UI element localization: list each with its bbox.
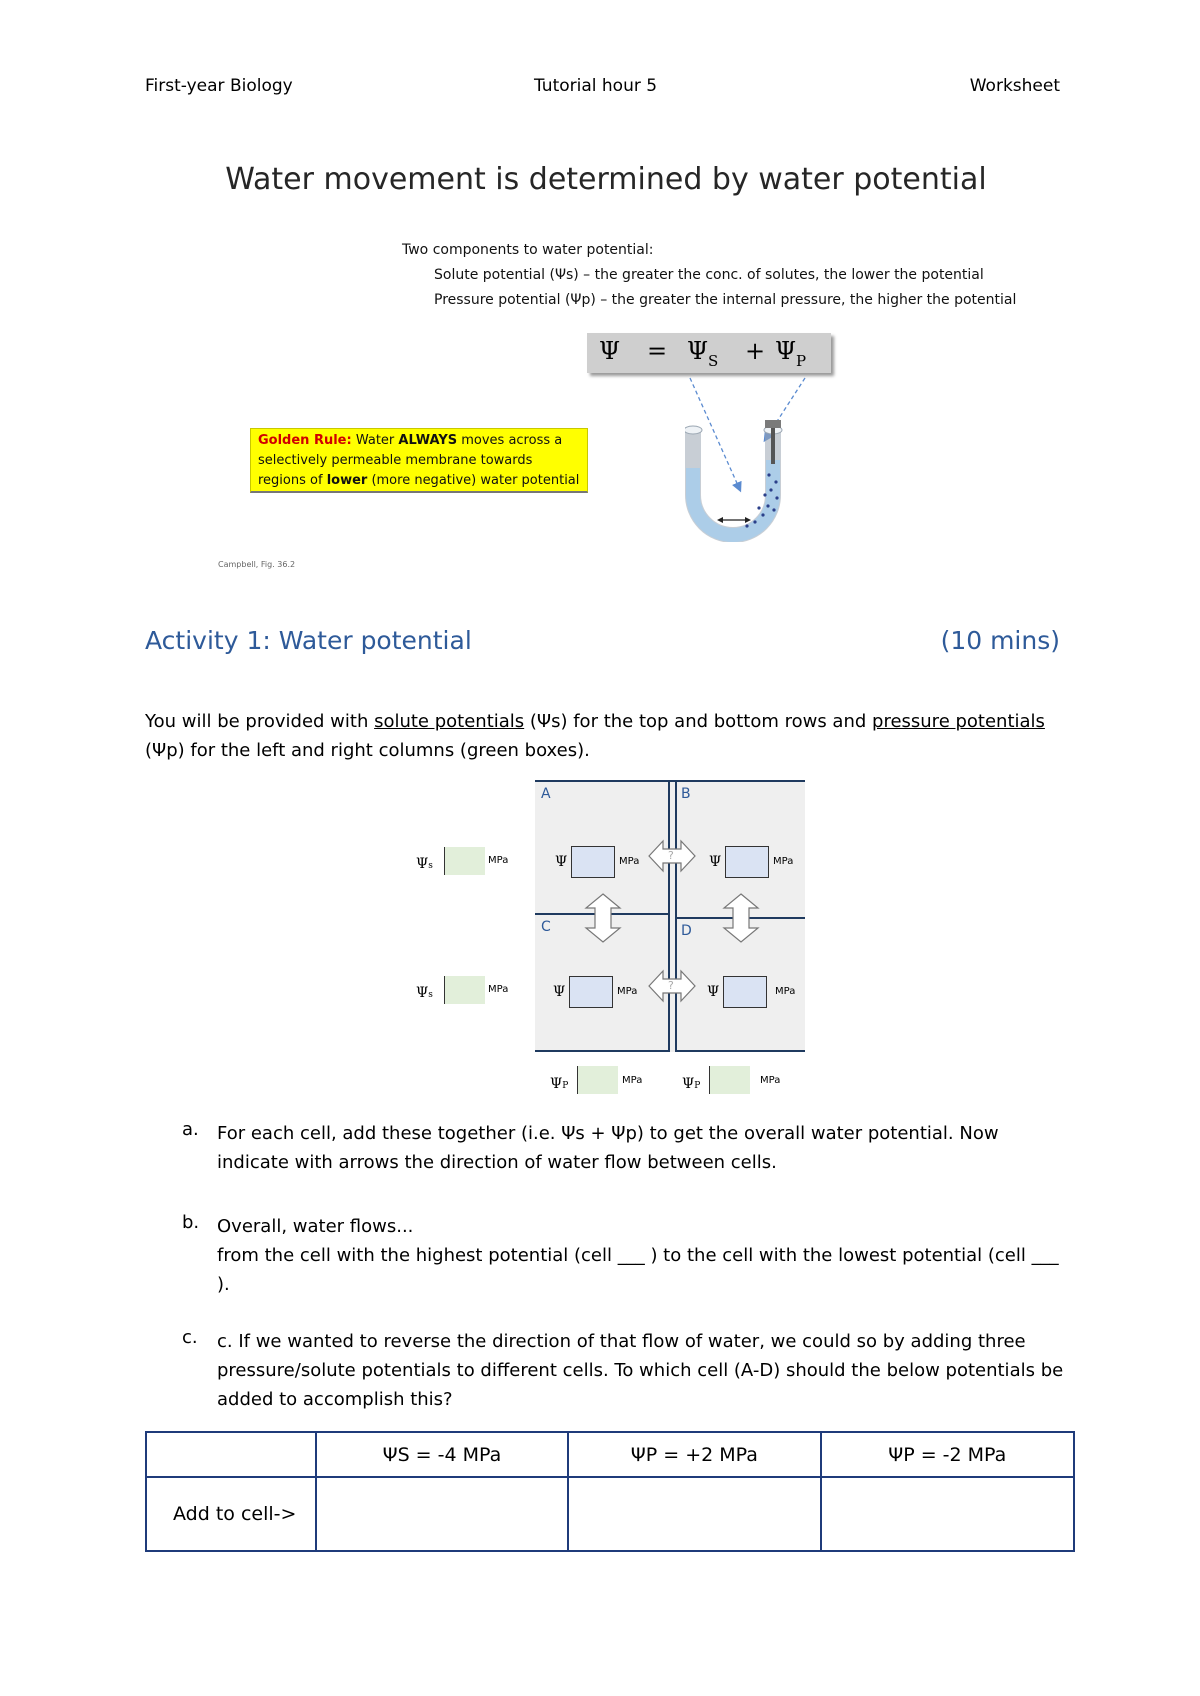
activity-time: (10 mins) xyxy=(940,626,1060,655)
col-right-psi-p-label: ΨP xyxy=(682,1076,701,1092)
arrow-a-c-icon[interactable] xyxy=(583,892,623,944)
question-b-line2: from the cell with the highest potential (cell ___ ) to the cell with the lowest potential (cell ___ ). xyxy=(217,1245,1059,1295)
cell-d-unit: MPa xyxy=(775,986,796,997)
row-bottom-solute-input[interactable] xyxy=(444,976,485,1004)
col-right-pressure-input[interactable] xyxy=(709,1066,750,1094)
arrow-a-b-mark: ? xyxy=(668,849,674,862)
header-course: First-year Biology xyxy=(145,76,293,96)
cell-a-psi-label: Ψ xyxy=(555,854,568,870)
golden-rule-lower: lower xyxy=(326,473,368,488)
col-left-pressure-input[interactable] xyxy=(577,1066,618,1094)
solute-potential-def: Solute potential (Ψs) – the greater the conc. of solutes, the lower the potential xyxy=(434,267,984,283)
col-left-psi-p-label: ΨP xyxy=(550,1076,569,1092)
row-top-solute-input[interactable] xyxy=(444,847,485,875)
u-tube-illustration xyxy=(685,420,795,542)
arrow-c-d-mark: ? xyxy=(668,979,674,992)
activity-title: Activity 1: Water potential xyxy=(145,626,472,655)
golden-rule-text-2: moves across a selectively permeable membrane towards regions of xyxy=(258,433,563,488)
components-heading: Two components to water potential: xyxy=(402,242,654,258)
question-b-letter: b. xyxy=(182,1212,200,1233)
cell-grid xyxy=(535,780,805,1052)
figure-source-note: Campbell, Fig. 36.2 xyxy=(218,560,296,569)
cell-b-label: B xyxy=(681,786,691,802)
row-bottom-unit: MPa xyxy=(488,984,509,995)
golden-rule-box xyxy=(250,428,588,493)
cell-c-psi-label: Ψ xyxy=(553,984,566,1000)
activity-intro: You will be provided with solute potentials (Ψs) for the top and bottom rows and pressure potentials (Ψp) for the left and right columns (green boxes). xyxy=(145,711,1045,761)
eq-psi: Ψ xyxy=(599,337,621,365)
row-top-psi-s-label: Ψs xyxy=(416,856,433,872)
solute-potentials-term: solute potentials xyxy=(374,711,525,732)
table-row-label: Add to cell-> xyxy=(146,1477,316,1551)
cell-b-psi-label: Ψ xyxy=(709,854,722,870)
cell-d-label: D xyxy=(681,923,692,939)
cell-b-unit: MPa xyxy=(773,856,794,867)
golden-rule-always: ALWAYS xyxy=(398,433,458,448)
question-b-line1: Overall, water flows... xyxy=(217,1216,414,1237)
header-doc-type: Worksheet xyxy=(969,76,1060,96)
arrow-b-d-icon[interactable] xyxy=(721,892,761,944)
water-potential-equation xyxy=(587,333,831,373)
table-header-solute-minus4: ΨS = -4 MPa xyxy=(316,1432,568,1477)
golden-rule-text-3: (more negative) water potential xyxy=(367,473,580,488)
col-left-unit: MPa xyxy=(622,1075,643,1086)
question-c-text: c. If we wanted to reverse the direction of that flow of water, we could so by adding three pressure/solute potentials to different cells. To which cell (A-D) should the below potentials be added to accomplish this? xyxy=(217,1331,1064,1410)
cell-a-label: A xyxy=(541,786,551,802)
col-right-unit: MPa xyxy=(760,1075,781,1086)
eq-psi-s: $\Psi_S$ xyxy=(687,337,719,370)
row-bottom-psi-s-label: Ψs xyxy=(416,985,433,1001)
answer-cell-pressure-minus2[interactable] xyxy=(821,1477,1074,1551)
question-c-letter: c. xyxy=(182,1327,198,1348)
pressure-potential-def: Pressure potential (Ψp) – the greater the internal pressure, the higher the potential xyxy=(434,292,1017,308)
row-top-unit: MPa xyxy=(488,855,509,866)
cell-c-unit: MPa xyxy=(617,986,638,997)
answer-table xyxy=(145,1431,1075,1552)
answer-cell-solute-minus4[interactable] xyxy=(316,1477,568,1551)
golden-rule-text-1: Water xyxy=(351,433,399,448)
question-a-letter: a. xyxy=(182,1119,199,1140)
eq-psi-p: $\Psi_P$ xyxy=(775,337,807,370)
eq-plus: + xyxy=(745,337,766,365)
table-header-pressure-minus2: ΨP = -2 MPa xyxy=(821,1432,1074,1477)
cell-d-psi-input[interactable] xyxy=(723,976,767,1008)
eq-equals: = xyxy=(647,337,668,365)
answer-cell-pressure-plus2[interactable] xyxy=(568,1477,820,1551)
cell-b-psi-input[interactable] xyxy=(725,846,769,878)
golden-rule-label: Golden Rule: xyxy=(258,433,352,448)
page-title: Water movement is determined by water potential xyxy=(225,162,987,197)
table-header-pressure-plus2: ΨP = +2 MPa xyxy=(568,1432,820,1477)
question-a-text: For each cell, add these together (i.e. Ψs + Ψp) to get the overall water potential. Now indicate with arrows the direction of water flow between cells. xyxy=(217,1123,999,1173)
table-header-empty xyxy=(146,1432,316,1477)
cell-c-label: C xyxy=(541,919,551,935)
cell-a-psi-input[interactable] xyxy=(571,846,615,878)
cell-c-psi-input[interactable] xyxy=(569,976,613,1008)
pressure-potentials-term: pressure potentials xyxy=(872,711,1045,732)
cell-a-unit: MPa xyxy=(619,856,640,867)
cell-d-psi-label: Ψ xyxy=(707,984,720,1000)
header-tutorial: Tutorial hour 5 xyxy=(534,76,658,96)
